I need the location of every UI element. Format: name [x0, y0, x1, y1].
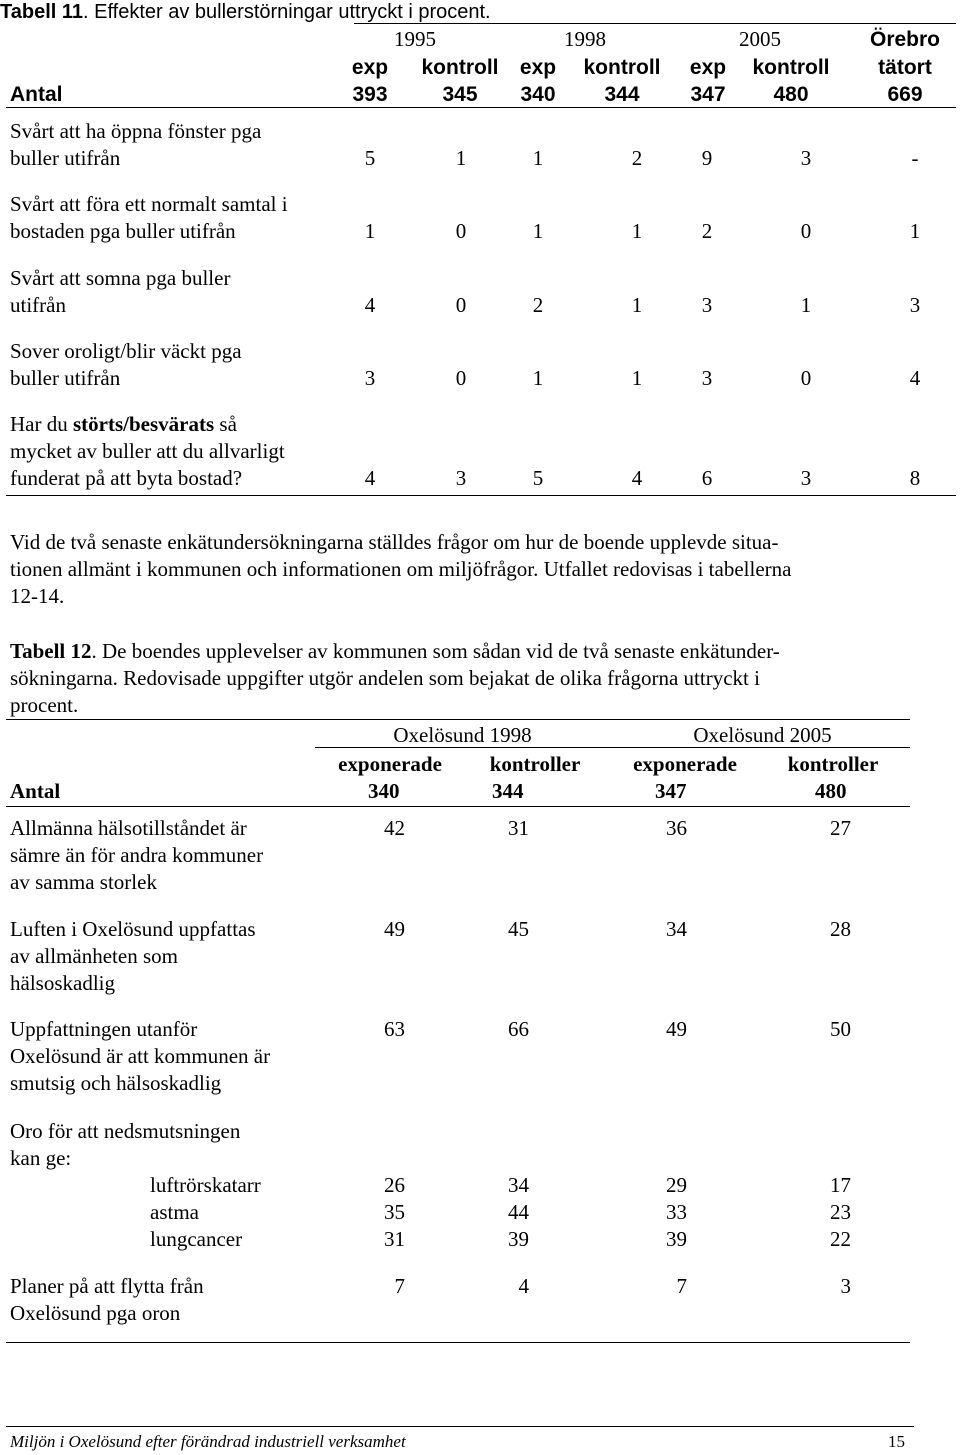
table12-n-2: 344: [492, 779, 524, 803]
table12-cell: 49: [666, 1017, 687, 1041]
table12-row-2-label: Luften i Oxelösund uppfattas: [10, 917, 256, 941]
table12-row-3-label: Uppfattningen utanför: [10, 1017, 198, 1041]
table11-cell: 5: [532, 466, 544, 490]
table11-n-1: 393: [352, 83, 388, 106]
table12-row-1-label-2: sämre än för andra kommuner: [10, 843, 264, 867]
table12-n-3: 347: [655, 779, 687, 803]
table12-cell: 49: [384, 917, 405, 941]
table11-n-2: 345: [442, 83, 478, 106]
table11-row-4-label: Sover oroligt/blir väckt pga: [10, 339, 242, 363]
table11-caption-text: . Effekter av bullerstörningar uttryckt i procent.: [83, 1, 491, 23]
table11-cell: 6: [701, 466, 713, 490]
table12-group-2005: Oxelösund 2005: [693, 723, 832, 747]
table12-last-label: Planer på att flytta från: [10, 1274, 204, 1298]
table11-cell: 1: [532, 146, 544, 170]
table11-cell: 1: [631, 366, 643, 390]
table12-caption-text: . De boendes upplevelser av kommunen som sådan vid de två senaste enkätunder-: [91, 639, 780, 663]
table11-cell: 3: [364, 366, 376, 390]
table11-cell: 1: [455, 146, 467, 170]
table11-cell: 3: [455, 466, 467, 490]
table11-row-5-post: så: [214, 412, 237, 436]
table12-cell: 27: [830, 816, 851, 840]
table12-cell: 31: [384, 1227, 405, 1251]
table11-cell: 5: [364, 146, 376, 170]
table11-cell: 4: [631, 466, 643, 490]
table12-row-1-label: Allmänna hälsotillståndet är: [10, 816, 247, 840]
table12-n-1: 340: [368, 779, 400, 803]
table12-row-2-label-2: av allmänheten som: [10, 944, 178, 968]
table11-row-3-label: Svårt att somna pga buller: [10, 266, 231, 290]
table11-cell: 2: [631, 146, 643, 170]
table12-cell: 42: [384, 816, 405, 840]
table12-caption: [10, 638, 780, 665]
table12-row-1-label-3: av samma storlek: [10, 870, 157, 894]
table11-row-5-bold: störts/besvärats: [72, 412, 215, 436]
table11-year-1995: 1995: [394, 27, 436, 51]
table11-cell: 1: [800, 293, 812, 317]
table12-oro-item-label: astma: [150, 1200, 199, 1224]
table12-cell: 29: [666, 1173, 687, 1197]
table11-cell: 0: [455, 219, 467, 243]
body-paragraph-line-2: tionen allmänt i kommunen och informationen om miljöfrågor. Utfallet redovisas i tabellerna: [10, 557, 792, 581]
table11-row-2-label-2: bostaden pga buller utifrån: [10, 219, 236, 243]
table12-subcol-2: kontroller: [489, 752, 581, 776]
table11-cell: 3: [800, 146, 812, 170]
table12-cell: 36: [666, 816, 687, 840]
table11-cell: 4: [364, 293, 376, 317]
table12-oro-item-label: luftrörskatarr: [150, 1173, 261, 1197]
table12-cell: 3: [840, 1274, 851, 1298]
table11-cell: 0: [455, 366, 467, 390]
footer-title: Miljön i Oxelösund efter förändrad industriell verksamhet: [10, 1432, 406, 1451]
table12-subcol-3: exponerade: [633, 752, 737, 776]
table12-cell: 34: [508, 1173, 529, 1197]
table11-cell: 2: [532, 293, 544, 317]
table11-orebro-heading-2: tätort: [878, 56, 932, 79]
table11-n-5: 347: [690, 83, 726, 106]
table12-subcol-4: kontroller: [787, 752, 879, 776]
table11-bottom-rule: [6, 495, 956, 496]
table11-cell: 9: [701, 146, 713, 170]
table11-n-4: 344: [604, 83, 640, 106]
table12-cell: 34: [666, 917, 687, 941]
table11-caption-label: Tabell 11: [0, 1, 84, 23]
table12-n-4: 480: [815, 779, 847, 803]
table12-caption-label: Tabell 12: [10, 639, 92, 663]
table11-header-rule: [6, 107, 956, 108]
table11-cell: 3: [701, 293, 713, 317]
table11-cell: 4: [909, 366, 921, 390]
table11-subcol-2: kontroll: [421, 56, 499, 79]
table12-caption-3: procent.: [10, 693, 79, 717]
table12-cell: 31: [508, 816, 529, 840]
table12-cell: 28: [830, 917, 851, 941]
table12-header-rule: [6, 806, 910, 807]
table11-cell: 1: [532, 219, 544, 243]
table12-top-rule: [6, 719, 910, 720]
table11-top-rule: [354, 23, 956, 24]
table11-subcol-4: kontroll: [583, 56, 661, 79]
table12-antal-label: Antal: [10, 779, 61, 803]
table12-oro-label: Oro för att nedsmutsningen: [10, 1119, 241, 1143]
table11-subcol-6: kontroll: [752, 56, 830, 79]
table11-subcol-1: exp: [351, 56, 389, 79]
table11-cell: 0: [455, 293, 467, 317]
table12-oro-item-label: lungcancer: [150, 1227, 243, 1251]
table11-cell: 0: [800, 219, 812, 243]
table12-row-3-label-2: Oxelösund är att kommunen är: [10, 1044, 271, 1068]
table11-cell: 3: [701, 366, 713, 390]
table11-cell: 2: [701, 219, 713, 243]
table12-group-1998: Oxelösund 1998: [393, 723, 532, 747]
table11-cell: 4: [364, 466, 376, 490]
table11-cell: -: [911, 146, 919, 170]
table11-cell: 1: [909, 219, 921, 243]
table11-cell: 1: [631, 219, 643, 243]
table12-cell: 66: [508, 1017, 529, 1041]
table11-subcol-5: exp: [689, 56, 727, 79]
table12-row-3-label-3: smutsig och hälsoskadlig: [10, 1071, 222, 1095]
table12-cell: 39: [508, 1227, 529, 1251]
table12-bottom-rule: [6, 1342, 910, 1343]
table12-cell: 39: [666, 1227, 687, 1251]
table11-cell: 1: [631, 293, 643, 317]
table12-cell: 50: [830, 1017, 851, 1041]
table11-row-5-label-2: mycket av buller att du allvarligt: [10, 439, 285, 463]
body-paragraph-line-1: Vid de två senaste enkätundersökningarna ställdes frågor om hur de boende upplevde situa-: [10, 530, 779, 554]
table11-row-2-label: Svårt att föra ett normalt samtal i: [10, 192, 288, 216]
table11-row-1-label: Svårt att ha öppna fönster pga: [10, 119, 262, 143]
table12-cell: 35: [384, 1200, 405, 1224]
table12-cell: 22: [830, 1227, 851, 1251]
table11-n-6: 480: [773, 83, 809, 106]
table11-cell: 0: [800, 366, 812, 390]
table11-cell: 1: [364, 219, 376, 243]
table11-row-4-label-2: buller utifrån: [10, 366, 121, 390]
body-paragraph-line-3: 12-14.: [10, 584, 65, 608]
table11-orebro-heading: Örebro: [869, 28, 940, 51]
footer-rule: [6, 1426, 914, 1427]
table11-cell: 8: [909, 466, 921, 490]
table11-row-5-label-3: funderat på att byta bostad?: [10, 466, 243, 490]
table12-oro-label-2: kan ge:: [10, 1146, 72, 1170]
table12-group-rule: [315, 747, 910, 748]
table12-cell: 26: [384, 1173, 405, 1197]
table12-cell: 7: [394, 1274, 405, 1298]
table12-cell: 7: [676, 1274, 687, 1298]
table11-row-5-label: [10, 411, 237, 438]
table12-cell: 44: [508, 1200, 529, 1224]
table11-year-1998: 1998: [564, 27, 606, 51]
table12-last-label-2: Oxelösund pga oron: [10, 1301, 181, 1325]
table11-antal-label: Antal: [10, 83, 63, 106]
table11-cell: 3: [909, 293, 921, 317]
table11-n-orebro: 669: [887, 83, 923, 106]
table12-row-2-label-3: hälsoskadlig: [10, 971, 115, 995]
table12-cell: 63: [384, 1017, 405, 1041]
table12-cell: 17: [830, 1173, 851, 1197]
table11-row-3-label-2: utifrån: [10, 293, 66, 317]
table12-cell: 23: [830, 1200, 851, 1224]
page-number: 15: [888, 1432, 905, 1451]
table12-cell: 45: [508, 917, 529, 941]
table12-cell: 33: [666, 1200, 687, 1224]
table11-cell: 1: [532, 366, 544, 390]
table11-row-5-pre: Har du: [10, 412, 73, 436]
table11-row-1-label-2: buller utifrån: [10, 146, 121, 170]
table11-subcol-3: exp: [519, 56, 557, 79]
table11-cell: 3: [800, 466, 812, 490]
table11-year-2005: 2005: [739, 27, 781, 51]
table11-n-3: 340: [520, 83, 556, 106]
table12-subcol-1: exponerade: [338, 752, 442, 776]
table12-caption-2: sökningarna. Redovisade uppgifter utgör andelen som bejakat de olika frågorna uttryckt i: [10, 666, 760, 690]
table12-cell: 4: [518, 1274, 529, 1298]
